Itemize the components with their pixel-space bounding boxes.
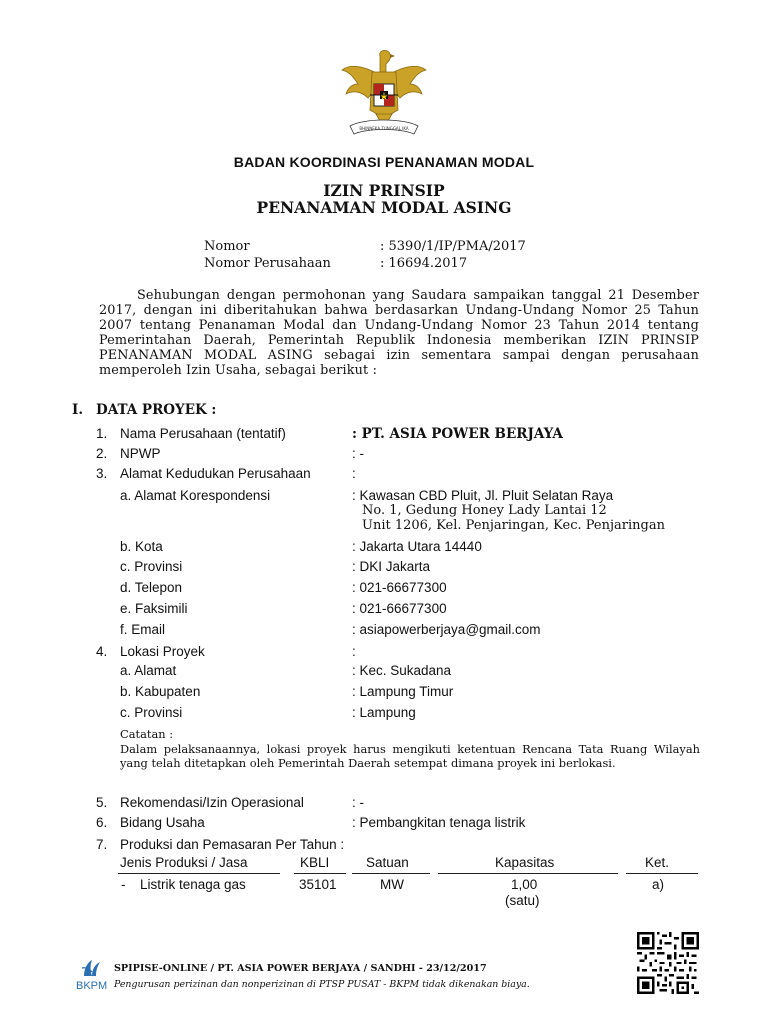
table-row-kbli: 35101	[299, 877, 337, 892]
item-3d-value: : 021-66677300	[352, 580, 447, 595]
item-3a-label: a. Alamat Korespondensi	[120, 488, 271, 503]
item-3-value: :	[352, 466, 356, 481]
document-title-line2: PENANAMAN MODAL ASING	[256, 198, 512, 217]
table-header-underline	[294, 873, 346, 874]
item-1-number: 1.	[96, 426, 108, 441]
table-header-satuan: Satuan	[366, 855, 409, 870]
document-title-line1: IZIN PRINSIP	[323, 181, 445, 200]
note-label: Catatan :	[120, 727, 174, 741]
item-7-number: 7.	[96, 837, 108, 852]
ref-nomor-value: : 5390/1/IP/PMA/2017	[380, 239, 526, 254]
item-4c-value: : Lampung	[352, 705, 416, 720]
agency-name: BADAN KOORDINASI PENANAMAN MODAL	[233, 154, 535, 170]
item-4b-value: : Lampung Timur	[352, 684, 454, 699]
bkpm-logo-text: BKPM	[76, 980, 108, 992]
item-3-number: 3.	[96, 466, 108, 481]
item-3d-label: d. Telepon	[120, 580, 183, 595]
item-3e-value: : 021-66677300	[352, 601, 447, 616]
item-5-label: Rekomendasi/Izin Operasional	[120, 795, 304, 810]
table-header-ket: Ket.	[645, 855, 670, 870]
qr-code	[637, 932, 699, 994]
item-4-number: 4.	[96, 644, 108, 659]
item-3a-value-line3: Unit 1206, Kel. Penjaringan, Kec. Penjaringan	[362, 518, 665, 533]
table-row-kapasitas-words: (satu)	[505, 893, 540, 908]
table-row-dash: -	[121, 877, 126, 892]
item-2-number: 2.	[96, 446, 108, 461]
item-3c-value: : DKI Jakarta	[352, 559, 431, 574]
table-header-underline	[626, 873, 698, 874]
garuda-pancasila-emblem	[340, 48, 428, 140]
item-3f-value: : asiapowerberjaya@gmail.com	[352, 622, 541, 637]
item-1-label: Nama Perusahaan (tentatif)	[120, 426, 286, 441]
item-4a-value: : Kec. Sukadana	[352, 663, 452, 678]
item-6-number: 6.	[96, 815, 108, 830]
item-1-value: : PT. ASIA POWER BERJAYA	[352, 426, 563, 442]
table-row-kapasitas: 1,00	[511, 877, 538, 892]
table-header-underline	[118, 873, 280, 874]
item-3f-label: f. Email	[120, 622, 166, 637]
table-header-jenis: Jenis Produksi / Jasa	[120, 855, 248, 870]
item-7-label: Produksi dan Pemasaran Per Tahun :	[120, 837, 345, 852]
footer-disclaimer: Pengurusan perizinan dan nonperizinan di PTSP PUSAT - BKPM tidak dikenakan biaya.	[114, 979, 530, 990]
item-3b-label: b. Kota	[120, 539, 163, 554]
table-header-kbli: KBLI	[300, 855, 330, 870]
item-6-value: : Pembangkitan tenaga listrik	[352, 815, 526, 830]
item-6-label: Bidang Usaha	[120, 815, 205, 830]
table-header-underline	[438, 873, 618, 874]
table-row-satuan: MW	[380, 877, 404, 892]
item-5-value: : -	[352, 795, 364, 810]
footer-reference-line: SPIPISE-ONLINE / PT. ASIA POWER BERJAYA / SANDHI - 23/12/2017	[114, 963, 487, 974]
item-3a-value-line1: : Kawasan CBD Pluit, Jl. Pluit Selatan Raya	[352, 488, 614, 503]
item-2-label: NPWP	[120, 446, 161, 461]
item-3e-label: e. Faksimili	[120, 601, 188, 616]
section-title: DATA PROYEK :	[96, 402, 217, 418]
section-number: I.	[72, 402, 84, 418]
item-4b-label: b. Kabupaten	[120, 684, 201, 699]
table-header-underline	[352, 873, 430, 874]
table-header-kapasitas: Kapasitas	[495, 855, 555, 870]
item-5-number: 5.	[96, 795, 108, 810]
item-4c-label: c. Provinsi	[120, 705, 183, 720]
item-3b-value: : Jakarta Utara 14440	[352, 539, 482, 554]
item-4-value: :	[352, 644, 356, 659]
item-4-label: Lokasi Proyek	[120, 644, 205, 659]
emblem-ribbon-text: BHINNEKA TUNGGAL IKA	[359, 126, 409, 131]
item-3c-label: c. Provinsi	[120, 559, 183, 574]
ref-nomor-perusahaan-label: Nomor Perusahaan	[204, 256, 331, 271]
item-3-label: Alamat Kedudukan Perusahaan	[120, 466, 311, 481]
table-row-ket: a)	[652, 877, 665, 892]
ref-nomor-perusahaan-value: : 16694.2017	[380, 256, 468, 271]
item-2-value: : -	[352, 446, 364, 461]
item-3a-value-line2: No. 1, Gedung Honey Lady Lantai 12	[362, 503, 607, 518]
table-row-jenis: Listrik tenaga gas	[140, 877, 246, 892]
intro-paragraph: Sehubungan dengan permohonan yang Saudara sampaikan tanggal 21 Desember 2017, dengan ini diberitahukan bahwa berdasarkan Undang-Undang Nomor 25 Tahun 2007 tentang Penanaman Modal dan Undang-Undang Nomor 23 Tahun 2014 tentang Pemerintahan Daerah, Pemerintah Republik Indonesia memberikan IZIN PRINSIP PENANAMAN MODAL ASING sebagai izin sementara sampai dengan perusahaan memperoleh Izin Usaha, sebagai berikut :	[99, 288, 699, 378]
item-4a-label: a. Alamat	[120, 663, 177, 678]
note-text: Dalam pelaksanaannya, lokasi proyek harus mengikuti ketentuan Rencana Tata Ruang Wilayah yang telah ditetapkan oleh Pemerintah Daerah setempat dimana proyek ini berlokasi.	[120, 742, 700, 770]
bkpm-logo-icon	[80, 958, 104, 978]
ref-nomor-label: Nomor	[204, 239, 250, 254]
